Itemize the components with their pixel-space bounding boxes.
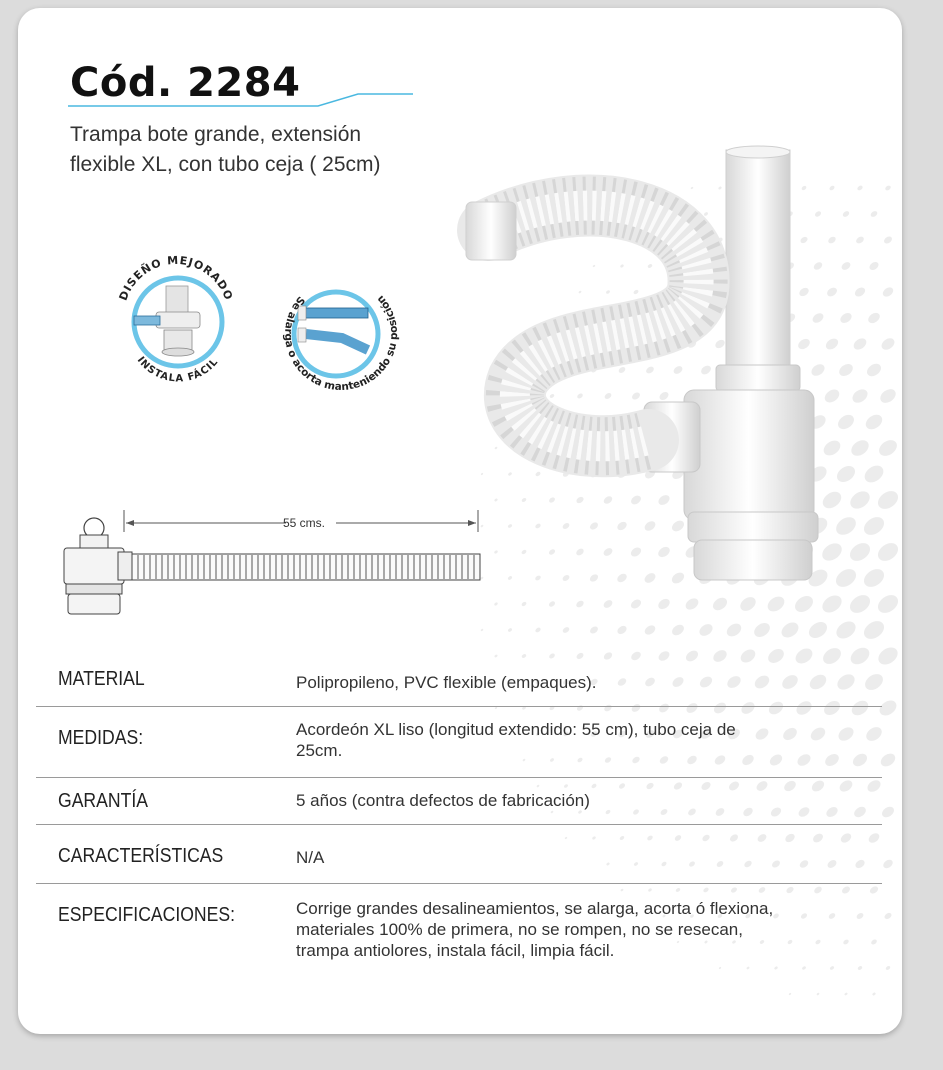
halftone-dot — [548, 600, 556, 608]
description-line-2: flexible XL, con tubo ceja ( 25cm) — [70, 153, 381, 176]
halftone-dot — [868, 260, 880, 271]
halftone-dot — [616, 624, 628, 636]
halftone-dot — [670, 623, 686, 638]
halftone-dot — [855, 235, 865, 245]
halftone-dot — [602, 599, 614, 610]
halftone-dot — [834, 463, 858, 486]
badge-improved-bottom-text: INSTALA FÁCIL — [134, 354, 221, 385]
halftone-dot — [882, 858, 895, 870]
halftone-dot — [521, 601, 527, 607]
halftone-dot — [875, 487, 902, 512]
halftone-dot — [480, 628, 483, 631]
halftone-dot — [885, 965, 891, 971]
badge-improved-top-text: DISEÑO MEJORADO — [116, 253, 236, 303]
adjustable-length-badge — [262, 264, 412, 404]
halftone-dot — [840, 260, 852, 271]
spec-row-garantia — [36, 778, 882, 825]
halftone-dot — [861, 462, 886, 486]
spec-value-especificaciones-line-1: Corrige grandes desalineamientos, se alarga, acorta ó flexiona, — [296, 899, 774, 918]
spec-label-especificaciones: ESPECIFICACIONES: — [58, 904, 236, 926]
halftone-dot — [835, 412, 856, 432]
halftone-dot — [848, 437, 871, 459]
product-image — [448, 140, 828, 600]
spec-value-medidas — [296, 719, 876, 761]
specifications-table — [36, 648, 882, 994]
trap-icon — [64, 518, 132, 614]
halftone-dot — [878, 386, 899, 405]
halftone-dot — [881, 285, 895, 298]
halftone-dot — [875, 539, 902, 564]
halftone-dot — [870, 210, 879, 218]
spec-value-caracteristicas: N/A — [296, 848, 325, 867]
spec-value-especificaciones — [296, 898, 876, 961]
product-description — [70, 120, 490, 180]
halftone-dot — [842, 210, 851, 218]
product-card — [18, 8, 902, 1034]
halftone-dot — [829, 185, 836, 191]
halftone-dot — [847, 591, 874, 616]
spec-value-medidas-line-1: Acordeón XL liso (longitud extendido: 55 cm), tubo ceja de — [296, 720, 736, 739]
halftone-dot — [643, 623, 657, 636]
halftone-dot — [833, 565, 860, 590]
spec-value-especificaciones-line-3: trampa antiolores, instala fácil, limpia fácil. — [296, 941, 615, 960]
spec-label-material: MATERIAL — [58, 668, 145, 690]
halftone-dot — [847, 488, 873, 512]
improved-design-badge — [106, 250, 246, 400]
halftone-dot — [861, 513, 888, 538]
halftone-dot — [847, 539, 874, 564]
halftone-dot — [879, 336, 896, 352]
halftone-dot — [827, 235, 837, 244]
halftone-dot — [752, 620, 773, 640]
halftone-dot — [779, 619, 802, 640]
halftone-dot — [575, 599, 585, 608]
halftone-dot — [837, 361, 855, 378]
spec-value-material: Polipropileno, PVC flexible (empaques). — [296, 673, 597, 692]
description-line-1: Trampa bote grande, extensión — [70, 123, 362, 146]
halftone-dot — [866, 311, 881, 325]
halftone-dot — [850, 387, 870, 406]
halftone-dot — [724, 621, 743, 639]
halftone-dot — [875, 591, 902, 616]
halftone-dot — [856, 185, 863, 192]
title-underline — [68, 92, 413, 112]
halftone-dot — [697, 622, 715, 638]
halftone-dot — [884, 185, 891, 192]
spec-value-garantia: 5 años (contra defectos de fabricación) — [296, 791, 590, 810]
badge-adjust-text: Se alarga o acorta manteniendo su posición — [281, 292, 401, 394]
halftone-dot — [534, 627, 541, 634]
product-code: Cód. 2284 — [70, 60, 301, 106]
halftone-dot — [833, 618, 859, 642]
spec-row-caracteristicas — [36, 825, 882, 884]
spec-label-caracteristicas: CARACTERÍSTICAS — [58, 845, 224, 867]
halftone-dot — [861, 617, 888, 642]
halftone-dot — [876, 437, 900, 459]
halftone-dot — [589, 625, 600, 635]
length-dimension-label: 55 cms. — [282, 516, 326, 530]
halftone-dot — [838, 311, 853, 325]
halftone-dot — [883, 235, 894, 245]
halftone-dot — [507, 628, 512, 633]
halftone-dot — [865, 361, 884, 379]
halftone-dot — [853, 286, 867, 299]
spec-label-garantia: GARANTÍA — [58, 790, 148, 812]
hose-icon — [132, 554, 480, 580]
halftone-dot — [863, 412, 885, 433]
spec-value-medidas-line-2: 25cm. — [296, 741, 343, 760]
spec-row-medidas — [36, 707, 882, 778]
halftone-dot — [806, 619, 830, 642]
spec-row-especificaciones — [36, 884, 882, 994]
halftone-dot — [883, 912, 892, 921]
halftone-dot — [833, 514, 859, 539]
halftone-dot — [861, 565, 888, 590]
spec-row-material — [36, 648, 882, 707]
halftone-dot — [880, 805, 896, 820]
dimension-diagram — [54, 502, 504, 622]
spec-value-especificaciones-line-2: materiales 100% de primera, no se rompen, no se resecan, — [296, 920, 743, 939]
spec-label-medidas: MEDIDAS: — [58, 727, 144, 749]
halftone-dot — [852, 336, 869, 352]
halftone-dot — [562, 626, 571, 634]
